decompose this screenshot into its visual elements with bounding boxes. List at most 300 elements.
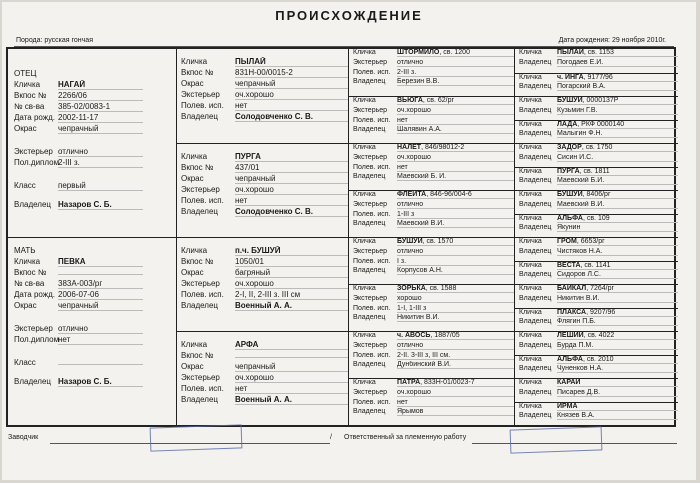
field-value: отлично (397, 342, 514, 350)
grandparent-field (177, 185, 348, 196)
field-value: АРФА (235, 340, 348, 350)
field-label: Окрас (181, 362, 204, 371)
field-label: Кличка (14, 80, 41, 89)
great-grandparent-field (349, 117, 514, 127)
field-value: 2-I, II, 2-III з. III см (235, 290, 348, 300)
gg-grandparent-field (515, 130, 678, 140)
great-grandparent-block (349, 190, 514, 237)
dog-name: ч. ИНГА (557, 73, 584, 81)
sire-owner (8, 200, 176, 211)
dog-registry: , 7264/рг (586, 285, 615, 292)
dog-name: ЗАДОР (557, 144, 582, 151)
grandparent-field (177, 384, 348, 395)
field-label: Вкпос № (181, 257, 214, 266)
gg-grandparent-block (515, 96, 678, 120)
dog-name: ЛЕШИЙ (557, 332, 584, 339)
field-label: Полев. исп. (181, 384, 224, 393)
field-label: Владелец (353, 126, 386, 134)
dog-name: ВЕСТА (557, 261, 581, 269)
field-label: Экстерьер (353, 388, 388, 396)
field-label: Владелец (353, 78, 386, 86)
field-label: Кличка (353, 97, 376, 104)
field-value: 385-02/0083-1 (58, 102, 143, 112)
gg-grandparent-name (515, 144, 678, 154)
field-label: Экстерьер (353, 341, 388, 349)
field-value (397, 49, 514, 57)
field-label: Кличка (519, 332, 542, 339)
field-value: 2-II. 3-III з, III см. (397, 352, 514, 360)
field-value: Солодовченко С. В. (235, 207, 348, 217)
field-label: Кличка (181, 340, 208, 349)
field-label: Вкпос № (181, 68, 214, 77)
dog-name: БУШУЙ (557, 97, 583, 104)
dog-registry: , св. 2010 (582, 355, 614, 363)
dog-name: БУШУЙ (397, 238, 423, 245)
dog-name: БУШУЙ (557, 191, 583, 198)
field-value (397, 285, 514, 293)
field-label: Кличка (519, 402, 542, 410)
field-value: Военный А. А. (235, 395, 348, 405)
field-label: Окрас (181, 79, 204, 88)
field-value: НАГАЙ (58, 80, 143, 90)
field-value: Шалявин А.А. (397, 126, 514, 134)
gg-grandparent-field (515, 389, 678, 399)
great-grandparent-field (349, 295, 514, 305)
great-grandparent-block (349, 378, 514, 425)
field-value (557, 238, 678, 246)
gg-grandparent-name (515, 356, 678, 366)
gg-grandparent-field (515, 318, 678, 328)
field-label: Кличка (14, 257, 41, 266)
sire-block (8, 49, 176, 237)
field-value: оч.хорошо (397, 154, 514, 162)
field-label: Полев. исп. (353, 163, 391, 171)
field-value (557, 285, 678, 293)
grandparent-block (177, 143, 348, 237)
field-label: Окрас (14, 301, 37, 310)
great-grandparent-field (349, 59, 514, 69)
field-value: оч.хорошо (235, 90, 348, 100)
field-value: 383А-003/рг (58, 279, 143, 289)
field-label: Владелец (519, 177, 552, 184)
gg-grandparent-block (515, 73, 678, 97)
dog-name: НАЛЁТ (397, 144, 422, 151)
dog-name: ПЛАКСА (557, 308, 587, 316)
great-grandparent-field (349, 220, 514, 230)
field-label: Кличка (519, 261, 542, 269)
field-label: Экстерьер (353, 58, 388, 66)
document-title: ПРОИСХОЖДЕНИЕ (275, 8, 423, 23)
grandparent-name (177, 246, 348, 257)
field-value: Дунбинский В.И. (397, 361, 514, 369)
dam-field (8, 290, 176, 301)
field-label: Класс (14, 358, 36, 367)
field-label: Владелец (353, 314, 386, 322)
field-label: Полев. исп. (353, 210, 391, 218)
great-grandparent-block (349, 237, 514, 284)
field-value: Солодовченко С. В. (235, 112, 348, 122)
field-value: оч.хорошо (397, 107, 514, 115)
gg-grandparent-name (515, 262, 678, 272)
dog-registry: , 0000137Р (582, 97, 619, 104)
dog-registry: , св. 1570 (422, 238, 454, 245)
stamp-1 (150, 424, 243, 451)
field-label: Владелец (519, 388, 552, 396)
gg-grandparent-name (515, 49, 678, 59)
field-value: отлично (397, 59, 514, 67)
field-label: Владелец (353, 220, 386, 228)
sire-field (8, 113, 176, 124)
sire-field (8, 158, 176, 169)
field-label: Полев. исп. (181, 196, 224, 205)
dog-registry: , св. 109 (582, 214, 610, 222)
dam-class (8, 358, 176, 369)
field-value: 2-III з. (397, 69, 514, 77)
grandparent-field (177, 207, 348, 218)
gg-grandparent-field (515, 412, 678, 422)
field-value: отлично (58, 324, 143, 334)
field-label: Кличка (353, 191, 376, 198)
field-label: Кличка (519, 191, 542, 198)
great-grandparent-name (349, 285, 514, 295)
great-grandparent-block (349, 49, 514, 96)
grandparent-field (177, 257, 348, 268)
dog-name: БАЙКАЛ (557, 285, 587, 292)
great-grandparent-name (349, 97, 514, 107)
gg-grandparent-field (515, 248, 678, 258)
gg-grandparent-block (515, 214, 678, 238)
grandparent-block (177, 49, 348, 143)
dog-registry: , 9177/96 (583, 73, 613, 81)
field-label: Полев. исп. (353, 68, 391, 76)
dog-registry: , св. 4022 (583, 332, 615, 339)
field-value: отлично (397, 201, 514, 209)
field-label: Вкпос № (14, 91, 47, 100)
grandparent-name (177, 57, 348, 68)
gg-grandparent-field (515, 177, 678, 187)
field-value: 831Н-00/0015-2 (235, 68, 348, 78)
great-grandparent-field (349, 78, 514, 88)
gg-grandparent-field (515, 107, 678, 117)
field-value: нет (397, 399, 514, 407)
sire-heading: ОТЕЦ (14, 69, 37, 78)
great-grandparent-field (349, 408, 514, 418)
field-value: 1050/01 (235, 257, 348, 267)
gg-grandparent-block (515, 261, 678, 285)
field-value (58, 274, 143, 275)
generation-4 (514, 49, 678, 425)
field-label: Кличка (181, 152, 208, 161)
field-value: Назаров С. Б. (58, 377, 143, 387)
great-grandparent-field (349, 342, 514, 352)
gg-grandparent-name (515, 238, 678, 248)
field-label: Пол.диплом (14, 335, 60, 344)
field-value: Никитин В.И. (557, 295, 678, 303)
dog-registry: , св. 1588 (425, 285, 457, 292)
breed-line: Порода: русская гончая (16, 37, 93, 44)
gg-grandparent-block (515, 237, 678, 261)
field-value: п.ч. БУШУЙ (235, 246, 348, 256)
field-label: Полев. исп. (353, 116, 391, 124)
field-value: нет (235, 196, 348, 206)
field-value: 1-I, 1-III з (397, 305, 514, 313)
field-label: Кличка (181, 57, 208, 66)
dog-registry: , РКФ 0000140 (577, 120, 625, 128)
gg-grandparent-field (515, 271, 678, 281)
field-value: Никитин В.И. (397, 314, 514, 322)
great-grandparent-field (349, 267, 514, 277)
responsible-label: Ответственный за племенную работу (344, 434, 467, 441)
field-value: отлично (58, 147, 143, 157)
dog-registry: , 9207/96 (586, 308, 616, 316)
field-value (235, 357, 348, 358)
field-label: Владелец (181, 112, 219, 121)
dam-owner (8, 377, 176, 388)
great-grandparent-name (349, 49, 514, 59)
field-label: Полев. исп. (181, 101, 224, 110)
grandparent-field (177, 351, 348, 362)
field-label: Владелец (519, 318, 552, 325)
grandparent-field (177, 174, 348, 185)
great-grandparent-block (349, 143, 514, 190)
field-value: 1-III з (397, 211, 514, 219)
field-value (397, 332, 514, 340)
great-grandparent-field (349, 154, 514, 164)
field-label: Владелец (14, 377, 52, 386)
field-value (557, 262, 678, 270)
field-value: Маевский Б. И. (397, 173, 514, 181)
field-value: нет (397, 164, 514, 172)
gg-grandparent-block (515, 284, 678, 308)
dog-name: ВЬЮГА (397, 97, 423, 104)
dog-name: ГРОМ (557, 238, 577, 245)
grandparent-field (177, 362, 348, 373)
dog-registry: , 1887/05 (430, 332, 460, 339)
field-value: Чуненков Н.А. (557, 365, 678, 373)
great-grandparent-field (349, 361, 514, 371)
field-label: Кличка (181, 246, 208, 255)
dam-field (8, 268, 176, 279)
field-label: Полев. исп. (353, 257, 391, 265)
field-value (557, 191, 678, 199)
dam-block (8, 237, 176, 425)
field-value (397, 144, 514, 152)
great-grandparent-field (349, 258, 514, 268)
footer-slash: / (330, 434, 332, 441)
dog-registry: , св. 1141 (580, 261, 611, 269)
dog-name: АЛЬФА (557, 214, 583, 222)
field-label: Владелец (181, 207, 219, 216)
dog-registry: , 846-96/004-6 (426, 191, 472, 198)
field-label: Владелец (519, 412, 552, 419)
field-value: Сисин И.С. (557, 154, 678, 162)
great-grandparent-name (349, 144, 514, 154)
field-label: Кличка (519, 214, 542, 222)
field-value: Березин В.В. (397, 78, 514, 86)
field-label: Владелец (519, 106, 552, 114)
grandparent-name (177, 340, 348, 351)
gg-grandparent-block (515, 308, 678, 332)
field-value: нет (235, 101, 348, 111)
dog-name: ПУРГА (557, 167, 580, 175)
field-value: чепрачный (58, 124, 143, 134)
field-label: Экстерьер (353, 294, 388, 302)
gg-grandparent-name (515, 168, 678, 178)
dog-name: КАРАЙ (557, 379, 581, 386)
field-value: Сидоров Л.С. (557, 271, 678, 279)
field-label: Кличка (353, 379, 376, 386)
great-grandparent-field (349, 126, 514, 136)
dog-registry: , 833Н-01/0023-7 (420, 379, 475, 386)
dog-name: ИРМА (557, 402, 578, 410)
gg-grandparent-name (515, 97, 678, 107)
generation-1 (8, 49, 176, 425)
gg-grandparent-field (515, 224, 678, 234)
dog-name: ПЫЛАЙ (557, 49, 584, 56)
field-value: оч.хорошо (235, 185, 348, 195)
field-value: хорошо (397, 295, 514, 303)
great-grandparent-block (349, 331, 514, 378)
field-value: ПЫЛАЙ (235, 57, 348, 67)
field-value (557, 332, 678, 340)
field-label: Владелец (353, 408, 386, 416)
field-label: Кличка (519, 308, 542, 316)
great-grandparent-block (349, 96, 514, 143)
field-label: Кличка (353, 49, 376, 56)
gg-grandparent-field (515, 154, 678, 164)
great-grandparent-name (349, 379, 514, 389)
field-label: Кличка (519, 49, 542, 56)
field-value (557, 49, 678, 57)
field-value: Флягин П.Б. (557, 318, 678, 326)
field-label: Пол.диплом (14, 158, 60, 167)
field-value: Кузьмин Г.В. (557, 107, 678, 115)
field-label: Владелец (519, 365, 552, 372)
field-value (397, 191, 514, 199)
gg-grandparent-block (515, 331, 678, 355)
field-label: Кличка (519, 73, 542, 81)
gg-grandparent-field (515, 365, 678, 375)
field-label: Владелец (519, 130, 552, 137)
dog-name: ЛАДА (557, 120, 578, 128)
field-label: Экстерьер (181, 279, 220, 288)
field-value: Писарев Д.В. (557, 389, 678, 397)
gg-grandparent-name (515, 379, 678, 389)
grandparent-field (177, 112, 348, 123)
gg-grandparent-name (515, 285, 678, 295)
great-grandparent-field (349, 211, 514, 221)
field-label: Экстерьер (181, 373, 220, 382)
dam-field (8, 324, 176, 335)
generation-3 (348, 49, 514, 425)
great-grandparent-name (349, 332, 514, 342)
field-label: Владелец (353, 173, 386, 181)
field-label: Экстерьер (14, 324, 53, 333)
field-value: Князев В.А. (557, 412, 678, 420)
gg-grandparent-field (515, 201, 678, 211)
gg-grandparent-block (515, 167, 678, 191)
field-value: оч.хорошо (397, 389, 514, 397)
field-label: Владелец (181, 301, 219, 310)
field-label: Владелец (14, 200, 52, 209)
field-value (557, 121, 678, 129)
field-value: чепрачный (235, 79, 348, 89)
field-label: Вкпос № (181, 163, 214, 172)
field-label: Полев. исп. (353, 398, 391, 406)
field-value: отлично (397, 248, 514, 256)
grandparent-field (177, 163, 348, 174)
gg-grandparent-block (515, 120, 678, 144)
field-value (397, 97, 514, 105)
field-label: Кличка (519, 167, 542, 175)
field-value: ПУРГА (235, 152, 348, 162)
field-value: Бурда П.М. (557, 342, 678, 350)
field-label: Владелец (519, 247, 552, 255)
dog-registry: , 8406/рг (582, 191, 611, 198)
field-label: Вкпос № (181, 351, 214, 360)
field-label: Окрас (14, 124, 37, 133)
grandparent-field (177, 301, 348, 312)
field-label: Кличка (519, 97, 542, 104)
field-label: Экстерьер (353, 153, 388, 161)
field-label: Кличка (519, 285, 542, 292)
field-value: Ярымов (397, 408, 514, 416)
field-value (557, 168, 678, 176)
sire-field (8, 124, 176, 135)
stamp-2 (510, 426, 603, 453)
field-value: чепрачный (235, 362, 348, 372)
sire-field (8, 91, 176, 102)
field-value (557, 403, 678, 411)
dog-registry: , св. 1153 (583, 49, 614, 56)
great-grandparent-field (349, 314, 514, 324)
field-value (397, 379, 514, 387)
dog-name: АЛЬФА (557, 355, 583, 363)
field-label: Кличка (353, 144, 376, 151)
dog-name: ч. АВОСЬ (397, 332, 431, 339)
field-value (557, 97, 678, 105)
field-label: Экстерьер (353, 247, 388, 255)
field-label: Экстерьер (14, 147, 53, 156)
field-label: Класс (14, 181, 36, 190)
field-label: Кличка (519, 355, 542, 363)
grandparent-field (177, 79, 348, 90)
grandparent-block (177, 331, 348, 425)
great-grandparent-field (349, 69, 514, 79)
grandparent-field (177, 90, 348, 101)
gg-grandparent-block (515, 355, 678, 379)
field-value: 2006-07-06 (58, 290, 143, 300)
gg-grandparent-name (515, 309, 678, 319)
gg-grandparent-block (515, 143, 678, 167)
field-label: Владелец (519, 153, 552, 161)
field-label: Экстерьер (353, 106, 388, 114)
field-label: Кличка (353, 238, 376, 245)
field-value: 437/01 (235, 163, 348, 173)
field-value: Маевский Б.И. (557, 177, 678, 185)
field-label: Кличка (353, 332, 376, 339)
dog-registry: , св. 1200 (439, 49, 470, 56)
field-label: Владелец (519, 58, 552, 66)
great-grandparent-field (349, 389, 514, 399)
grandparent-block (177, 237, 348, 331)
grandparent-field (177, 290, 348, 301)
field-value: Погарский В.А. (557, 83, 678, 91)
great-grandparent-field (349, 173, 514, 183)
field-value: Маевский В.И. (557, 201, 678, 209)
gg-grandparent-name (515, 121, 678, 131)
field-label: Окрас (181, 174, 204, 183)
